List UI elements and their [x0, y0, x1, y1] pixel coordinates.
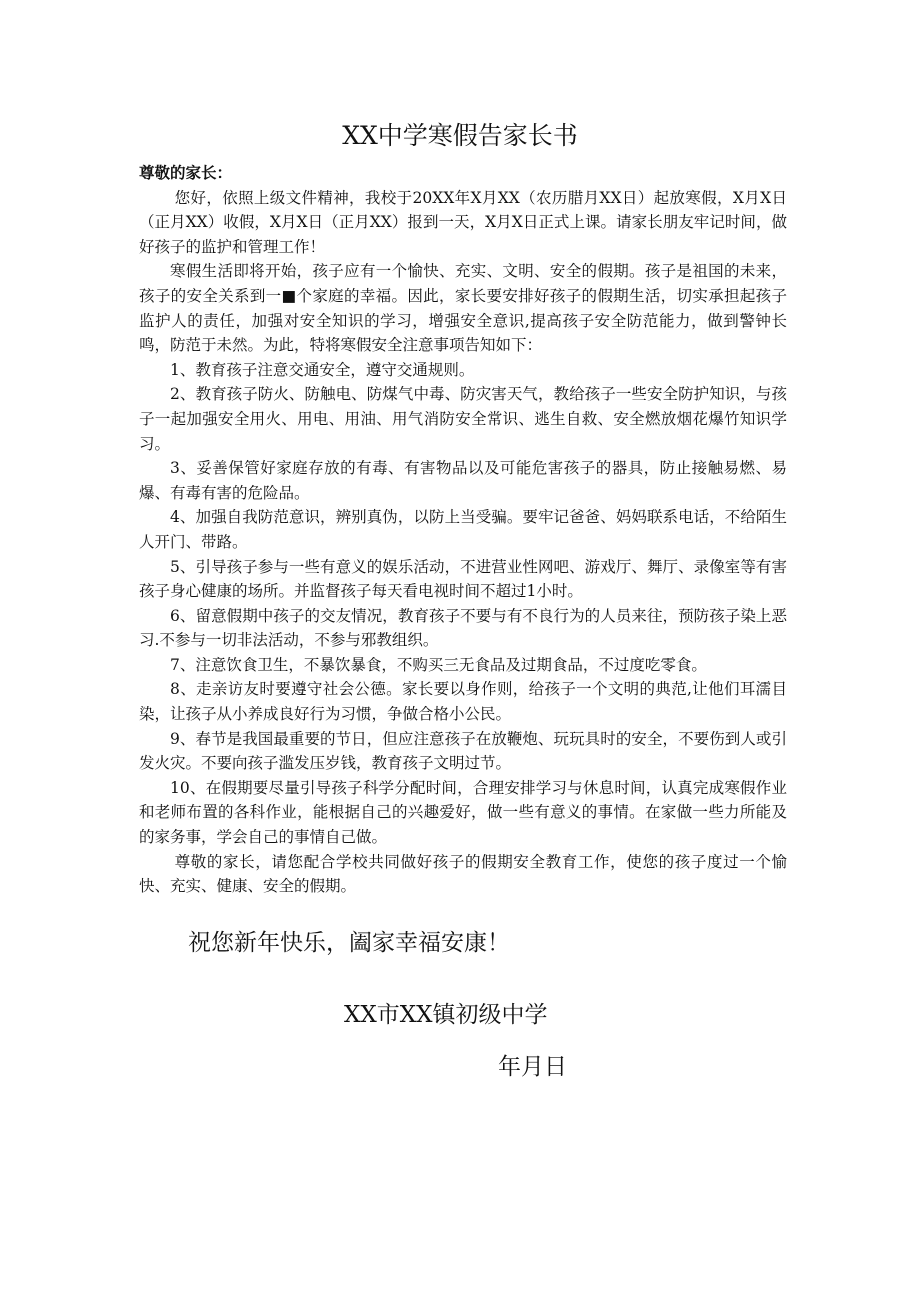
- list-item: 1、教育孩子注意交通安全，遵守交通规则。: [170, 360, 475, 379]
- paragraph-intro: 您好，依照上级文件精神，我校于20XX年X月XX（农历腊月XX日）起放寒假，X月X日（正月XX）收假，X月X日（正月XX）报到一天，X月X日正式上课。请家长朋友牢记时间，做好孩子的监护和管理工作！: [139, 188, 787, 256]
- list-item: 10、在假期要尽量引导孩子科学分配时间，合理安排学习与休息时间，认真完成寒假作业和老师布置的各科作业，能根据自己的兴趣爱好，做一些有意义的事情。在家做一些力所能及的家务事，学会自己的事情自己做。: [139, 778, 787, 847]
- list-item: 8、走亲访友时要遵守社会公德。家长要以身作则，给孩子一个文明的典范,让他们耳濡目染，让孩子从小养成良好行为习惯，争做合格小公民。: [139, 680, 787, 724]
- document-title: XX中学寒假告家长书: [342, 121, 578, 150]
- list-item: 9、春节是我国最重要的节日，但应注意孩子在放鞭炮、玩玩具时的安全，不要伤到人或引发火灾。不要向孩子滥发压岁钱，教育孩子文明过节。: [139, 729, 787, 773]
- school-signature: XX市XX镇初级中学: [344, 1002, 548, 1028]
- list-item: 7、注意饮食卫生，不暴饮暴食，不购买三无食品及过期食品，不过度吃零食。: [170, 655, 707, 674]
- signature-date: 年月日: [498, 1054, 567, 1080]
- list-item: 5、引导孩子参与一些有意义的娱乐活动，不进营业性网吧、游戏厅、舞厅、录像室等有害孩子身心健康的场所。并监督孩子每天看电视时间不超过1小时。: [139, 557, 787, 601]
- list-item: 2、教育孩子防火、防触电、防煤气中毒、防灾害天气，教给孩子一些安全防护知识，与孩子一起加强安全用火、用电、用油、用气消防安全常识、逃生自救、安全燃放烟花爆竹知识学习。: [139, 385, 787, 453]
- letter-body: [139, 161, 787, 899]
- salutation: 尊敬的家长：: [139, 163, 233, 182]
- list-item: 6、留意假期中孩子的交友情况，教育孩子不要与有不良行为的人员来往，预防孩子染上恶习.不参与一切非法活动，不参与邪教组织。: [139, 606, 787, 650]
- paragraph-closing: 尊敬的家长，请您配合学校共同做好孩子的假期安全教育工作，使您的孩子度过一个愉快、充实、健康、安全的假期。: [139, 852, 787, 896]
- list-item: 3、妥善保管好家庭存放的有毒、有害物品以及可能危害孩子的器具，防止接触易燃、易爆、有毒有害的危险品。: [139, 459, 787, 502]
- paragraph-context: 寒假生活即将开始，孩子应有一个愉快、充实、文明、安全的假期。孩子是祖国的未来，孩子的安全关系到一■个家庭的幸福。因此，家长要安排好孩子的假期生活，切实承担起孩子监护人的责任，加强对安全知识的学习，增强安全意识,提高孩子安全防范能力，做到警钟长鸣，防范于未然。为此，特将寒假安全注意事项告知如下：: [139, 262, 787, 355]
- list-item: 4、加强自我防范意识，辨别真伪，以防上当受骗。要牢记爸爸、妈妈联系电话，不给陌生人开门、带路。: [139, 508, 787, 551]
- new-year-greeting: 祝您新年快乐，阖家幸福安康！: [188, 930, 510, 956]
